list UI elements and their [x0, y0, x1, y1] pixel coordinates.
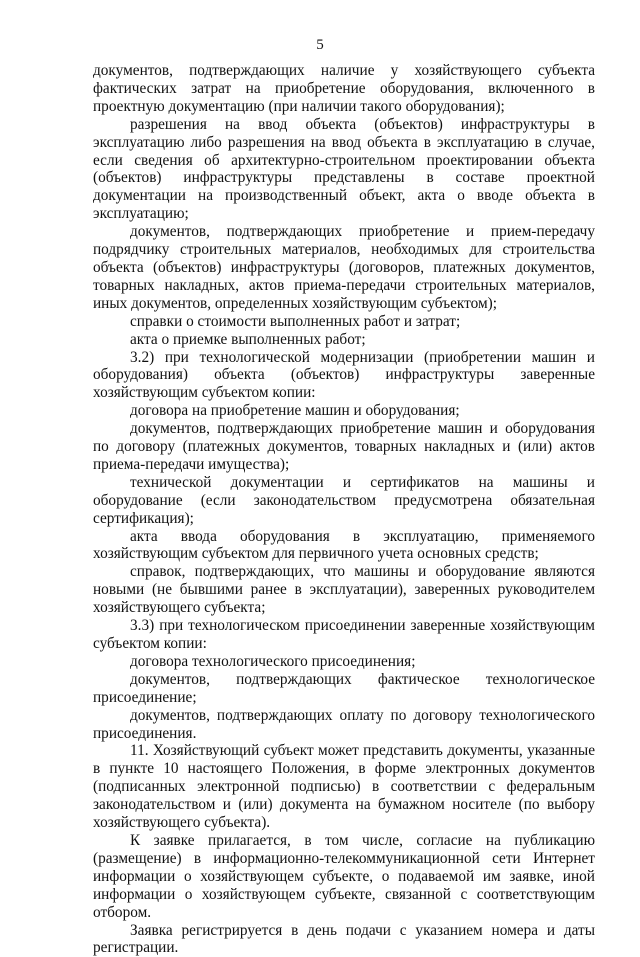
paragraph-12: 3.3) при технологическом присоединении заверенные хозяйствующим субъектом копии: — [93, 617, 595, 653]
paragraph-1: документов, подтверждающих наличие у хозяйствующего субъекта фактических затрат на приобретение оборудования, включенного в проектную документацию (при наличии такого оборудования); — [93, 62, 595, 116]
paragraph-14: документов, подтверждающих фактическое технологическое присоединение; — [93, 671, 595, 707]
paragraph-8: документов, подтверждающих приобретение машин и оборудования по договору (платежных документов, товарных накладных и (или) актов приема-передачи имущества); — [93, 420, 595, 474]
paragraph-15: документов, подтверждающих оплату по договору технологического присоединения. — [93, 707, 595, 743]
paragraph-10: акта ввода оборудования в эксплуатацию, применяемого хозяйствующим субъектом для первичного учета основных средств; — [93, 528, 595, 564]
paragraph-17: К заявке прилагается, в том числе, согласие на публикацию (размещение) в информационно-телекоммуникационной сети Интернет информации о хозяйствующем субъекте, о подаваемой им заявке, иной информации о хозяйствующем субъекте, связанной с соответствующим отбором. — [93, 832, 595, 922]
paragraph-4: справки о стоимости выполненных работ и затрат; — [93, 313, 595, 331]
page-number: 5 — [0, 36, 640, 54]
paragraph-9: технической документации и сертификатов на машины и оборудование (если законодательством предусмотрена обязательная сертификация); — [93, 474, 595, 528]
paragraph-16: 11. Хозяйствующий субъект может представить документы, указанные в пункте 10 настоящего Положения, в форме электронных документов (подписанных электронной подписью) в соответствии с федеральным законодательством и (или) документа на бумажном носителе (по выбору хозяйствующего субъекта). — [93, 742, 595, 832]
paragraph-13: договора технологического присоединения; — [93, 653, 595, 671]
document-body — [93, 62, 595, 957]
paragraph-5: акта о приемке выполненных работ; — [93, 331, 595, 349]
paragraph-18: Заявка регистрируется в день подачи с указанием номера и даты регистрации. — [93, 922, 595, 957]
paragraph-3: документов, подтверждающих приобретение и прием-передачу подрядчику строительных материалов, необходимых для строительства объекта (объектов) инфраструктуры (договоров, платежных документов, товарных накладных, актов приема-передачи строительных материалов, иных документов, определенных хозяйствующим субъектом); — [93, 223, 595, 313]
paragraph-11: справок, подтверждающих, что машины и оборудование являются новыми (не бывшими ранее в эксплуатации), заверенных руководителем хозяйствующего субъекта; — [93, 563, 595, 617]
paragraph-2: разрешения на ввод объекта (объектов) инфраструктуры в эксплуатацию либо разрешения на ввод объекта в эксплуатацию в случае, если сведения об архитектурно-строительном проектировании объекта (объектов) инфраструктуры представлены в составе проектной документации на производственный объект, акта о вводе объекта в эксплуатацию; — [93, 116, 595, 223]
paragraph-6: 3.2) при технологической модернизации (приобретении машин и оборудования) объекта (объектов) инфраструктуры заверенные хозяйствующим субъектом копии: — [93, 349, 595, 403]
paragraph-7: договора на приобретение машин и оборудования; — [93, 402, 595, 420]
